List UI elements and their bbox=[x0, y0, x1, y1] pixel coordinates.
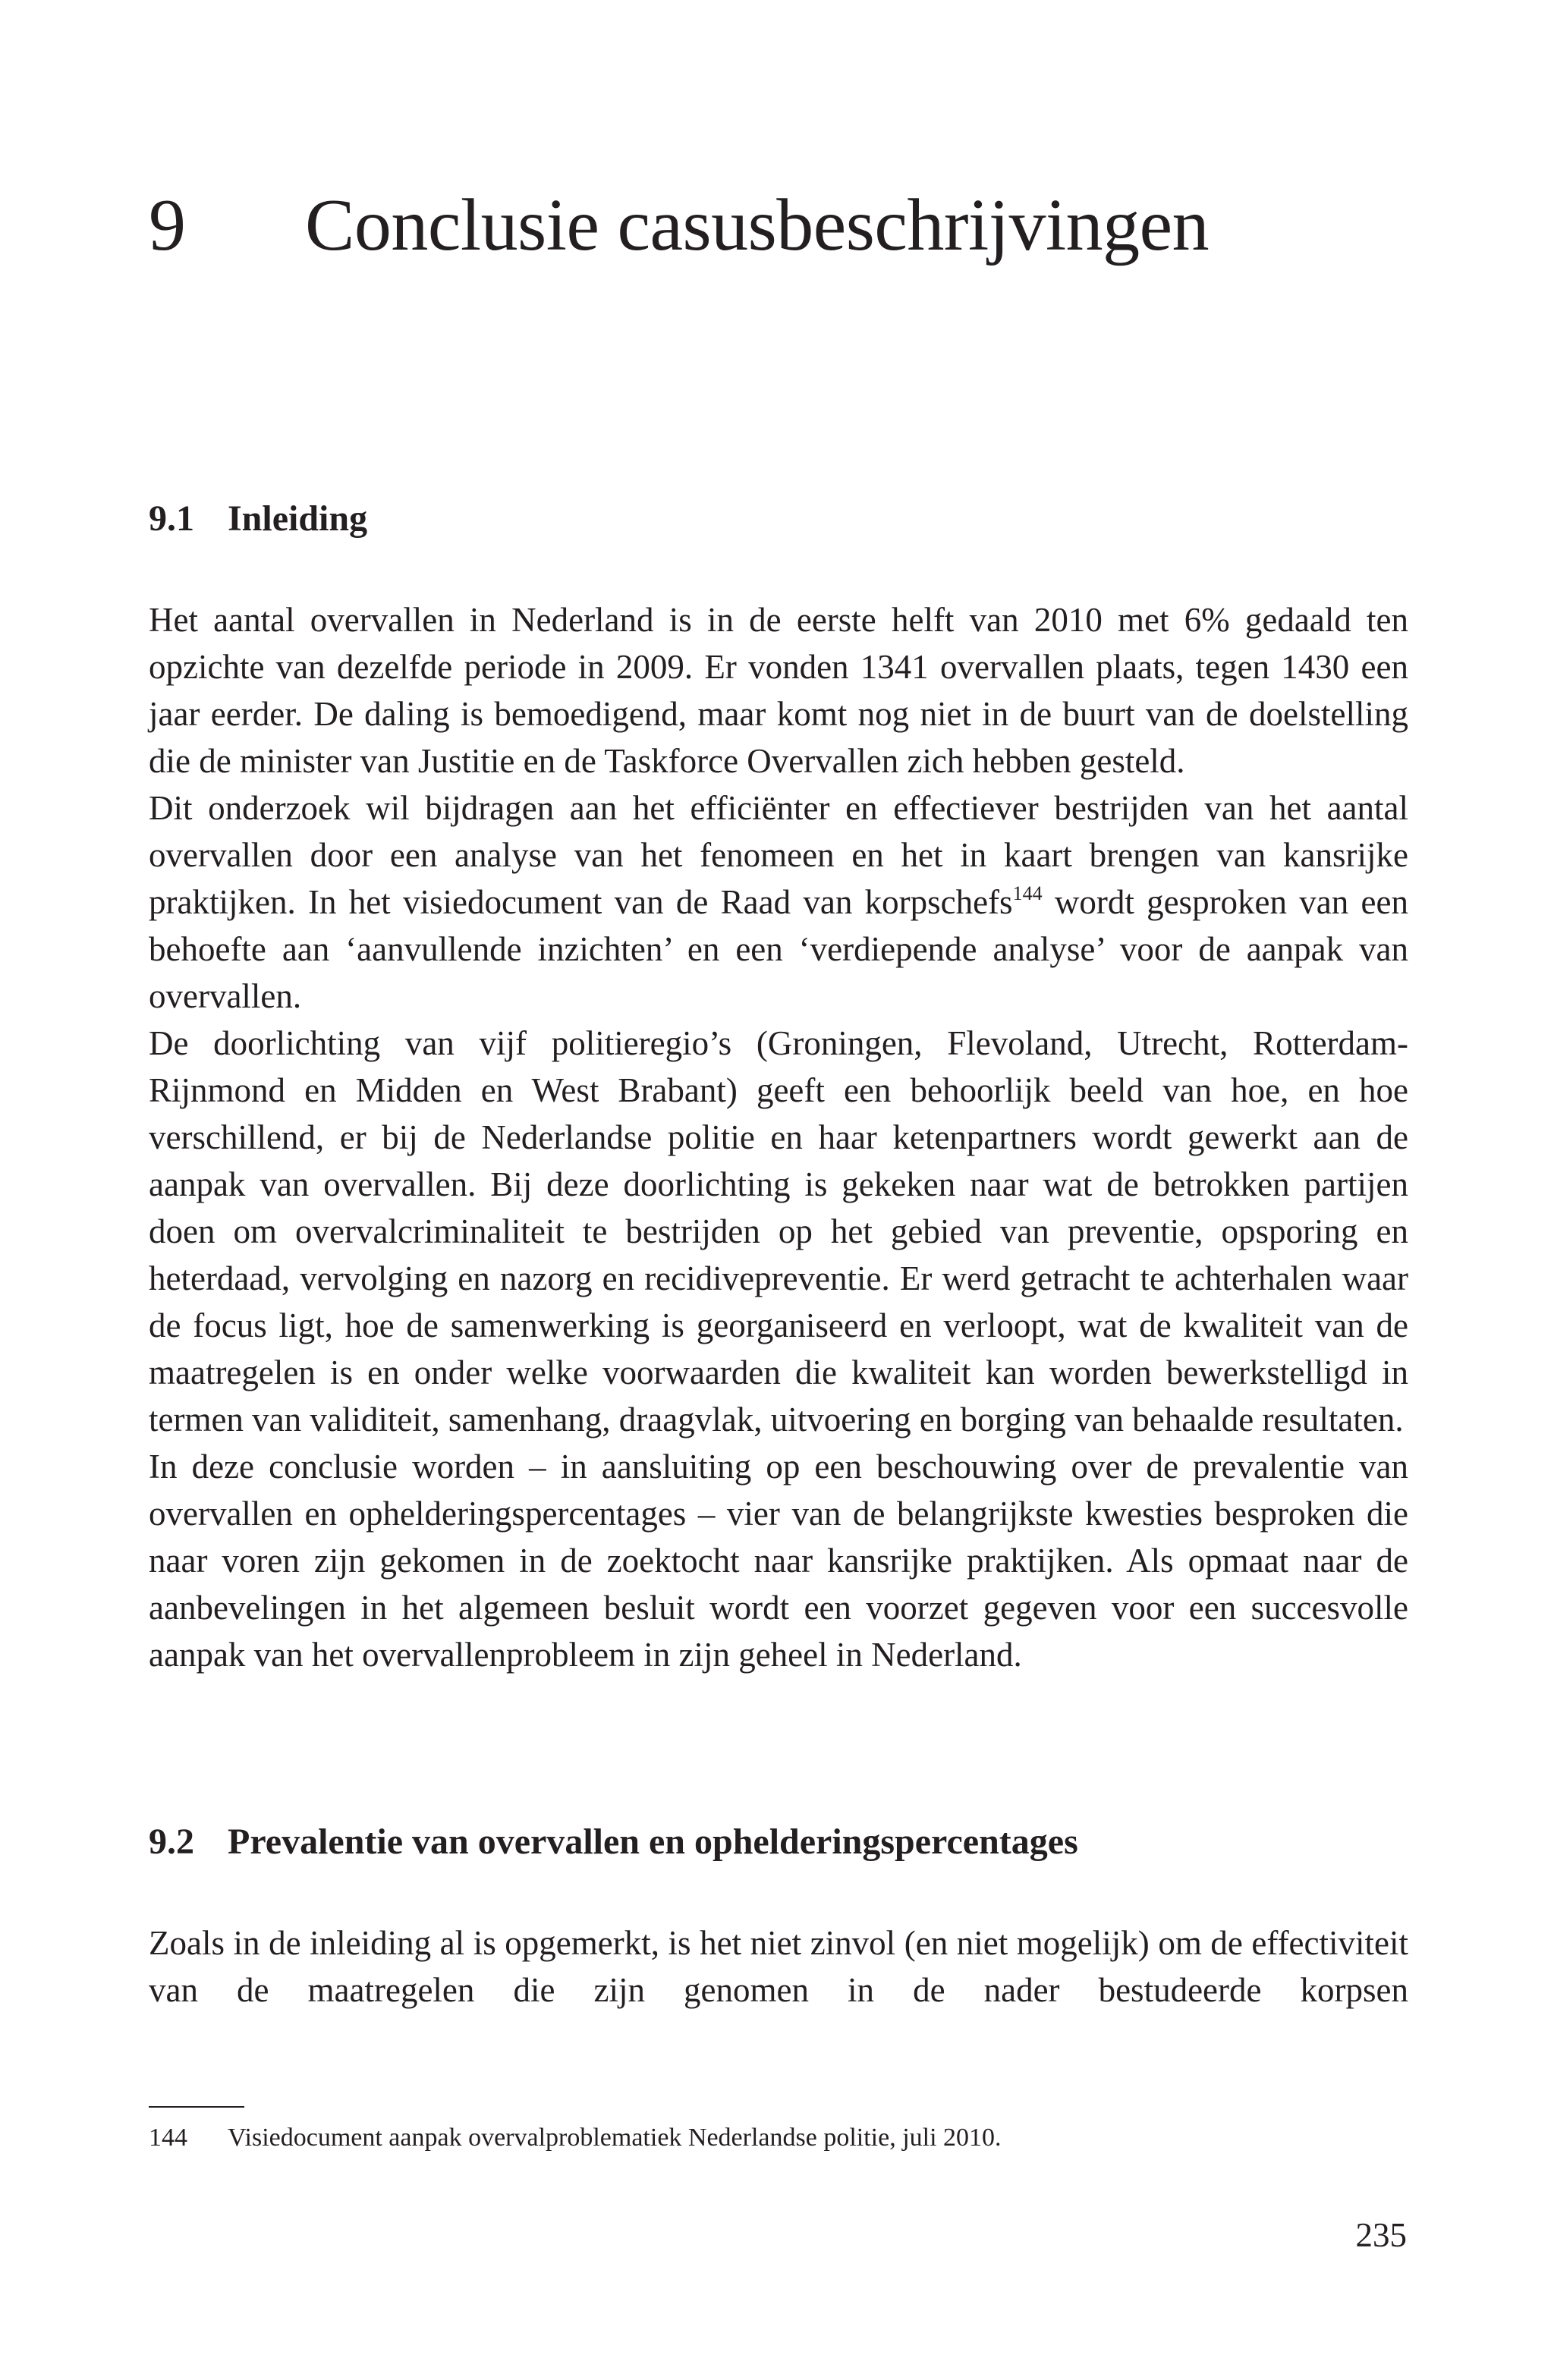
section-title: Prevalentie van overvallen en ophelderingspercentages bbox=[228, 1822, 1078, 1862]
section-heading-inleiding bbox=[149, 498, 1408, 539]
section-number: 9.1 bbox=[149, 498, 194, 539]
paragraph-text: Dit onderzoek wil bijdragen aan het efficiënter en effectiever bestrijden van het aantal overvallen door een analyse van het fenomeen en het in kaart brengen van kansrijke praktijken. In het visiedocument van de Raad van korpschefs bbox=[149, 789, 1408, 921]
chapter-heading bbox=[149, 184, 1408, 266]
body-paragraph: De doorlichting van vijf politieregio’s (Groningen, Flevoland, Utrecht, Rotterdam-Rijnmond en Midden en West Brabant) geeft een behoorlijk beeld van hoe, en hoe verschillend, er bij de Nederlandse politie en haar ketenpartners wordt gewerkt aan de aanpak van overvallen. Bij deze doorlichting is gekeken naar wat de betrokken partijen doen om overvalcriminaliteit te bestrijden op het gebied van preventie, opsporing en heterdaad, vervolging en nazorg en recidivepreventie. Er werd getracht te achterhalen waar de focus ligt, hoe de samenwerking is georganiseerd en verloopt, wat de kwaliteit van de maatregelen is en onder welke voorwaarden die kwaliteit kan worden bewerkstelligd in termen van validiteit, samenhang, draagvlak, uitvoering en borging van behaalde resultaten. bbox=[149, 1024, 1408, 1438]
footnote-text: Visiedocument aanpak overvalproblematiek Nederlandse politie, juli 2010. bbox=[228, 2124, 1002, 2152]
section-body-prevalentie bbox=[149, 1919, 1408, 2014]
section-number: 9.2 bbox=[149, 1822, 194, 1862]
footnote-reference[interactable]: 144 bbox=[1012, 882, 1043, 904]
body-paragraph: Het aantal overvallen in Nederland is in de eerste helft van 2010 met 6% gedaald ten opzichte van dezelfde periode in 2009. Er vonden 1341 overvallen plaats, tegen 1430 een jaar eerder. De daling is bemoedigend, maar komt nog niet in de buurt van de doelstelling die de minister van Justitie en de Taskforce Overvallen zich hebben gesteld. bbox=[149, 601, 1408, 780]
footnote-divider bbox=[149, 2106, 244, 2108]
paragraph-text: wordt gesproken van een behoefte aan ‘aanvullende inzichten’ en een ‘verdiepende analyse’ voor de aanpak van overvallen. bbox=[149, 883, 1408, 1015]
chapter-title: Conclusie casusbeschrijvingen bbox=[305, 184, 1210, 266]
footnote bbox=[149, 2121, 1408, 2155]
body-paragraph bbox=[149, 784, 1408, 1020]
chapter-number: 9 bbox=[149, 184, 186, 266]
body-paragraph: Zoals in de inleiding al is opgemerkt, is het niet zinvol (en niet mogelijk) om de effectiviteit van de maatregelen die zijn genomen in de nader bestudeerde korpsen bbox=[149, 1924, 1408, 2009]
section-body-inleiding bbox=[149, 596, 1408, 1678]
section-heading-prevalentie bbox=[149, 1824, 1408, 1860]
page-number: 235 bbox=[1355, 2216, 1407, 2254]
section-title: Inleiding bbox=[228, 498, 368, 539]
body-paragraph: In deze conclusie worden – in aansluiting op een beschouwing over de prevalentie van overvallen en ophelderingspercentages – vier van de belangrijkste kwesties besproken die naar voren zijn gekomen in de zoektocht naar kansrijke praktijken. Als opmaat naar de aanbevelingen in het algemeen besluit wordt een voorzet gegeven voor een succesvolle aanpak van het overvallenprobleem in zijn geheel in Nederland. bbox=[149, 1448, 1408, 1674]
footnote-number: 144 bbox=[149, 2124, 187, 2152]
